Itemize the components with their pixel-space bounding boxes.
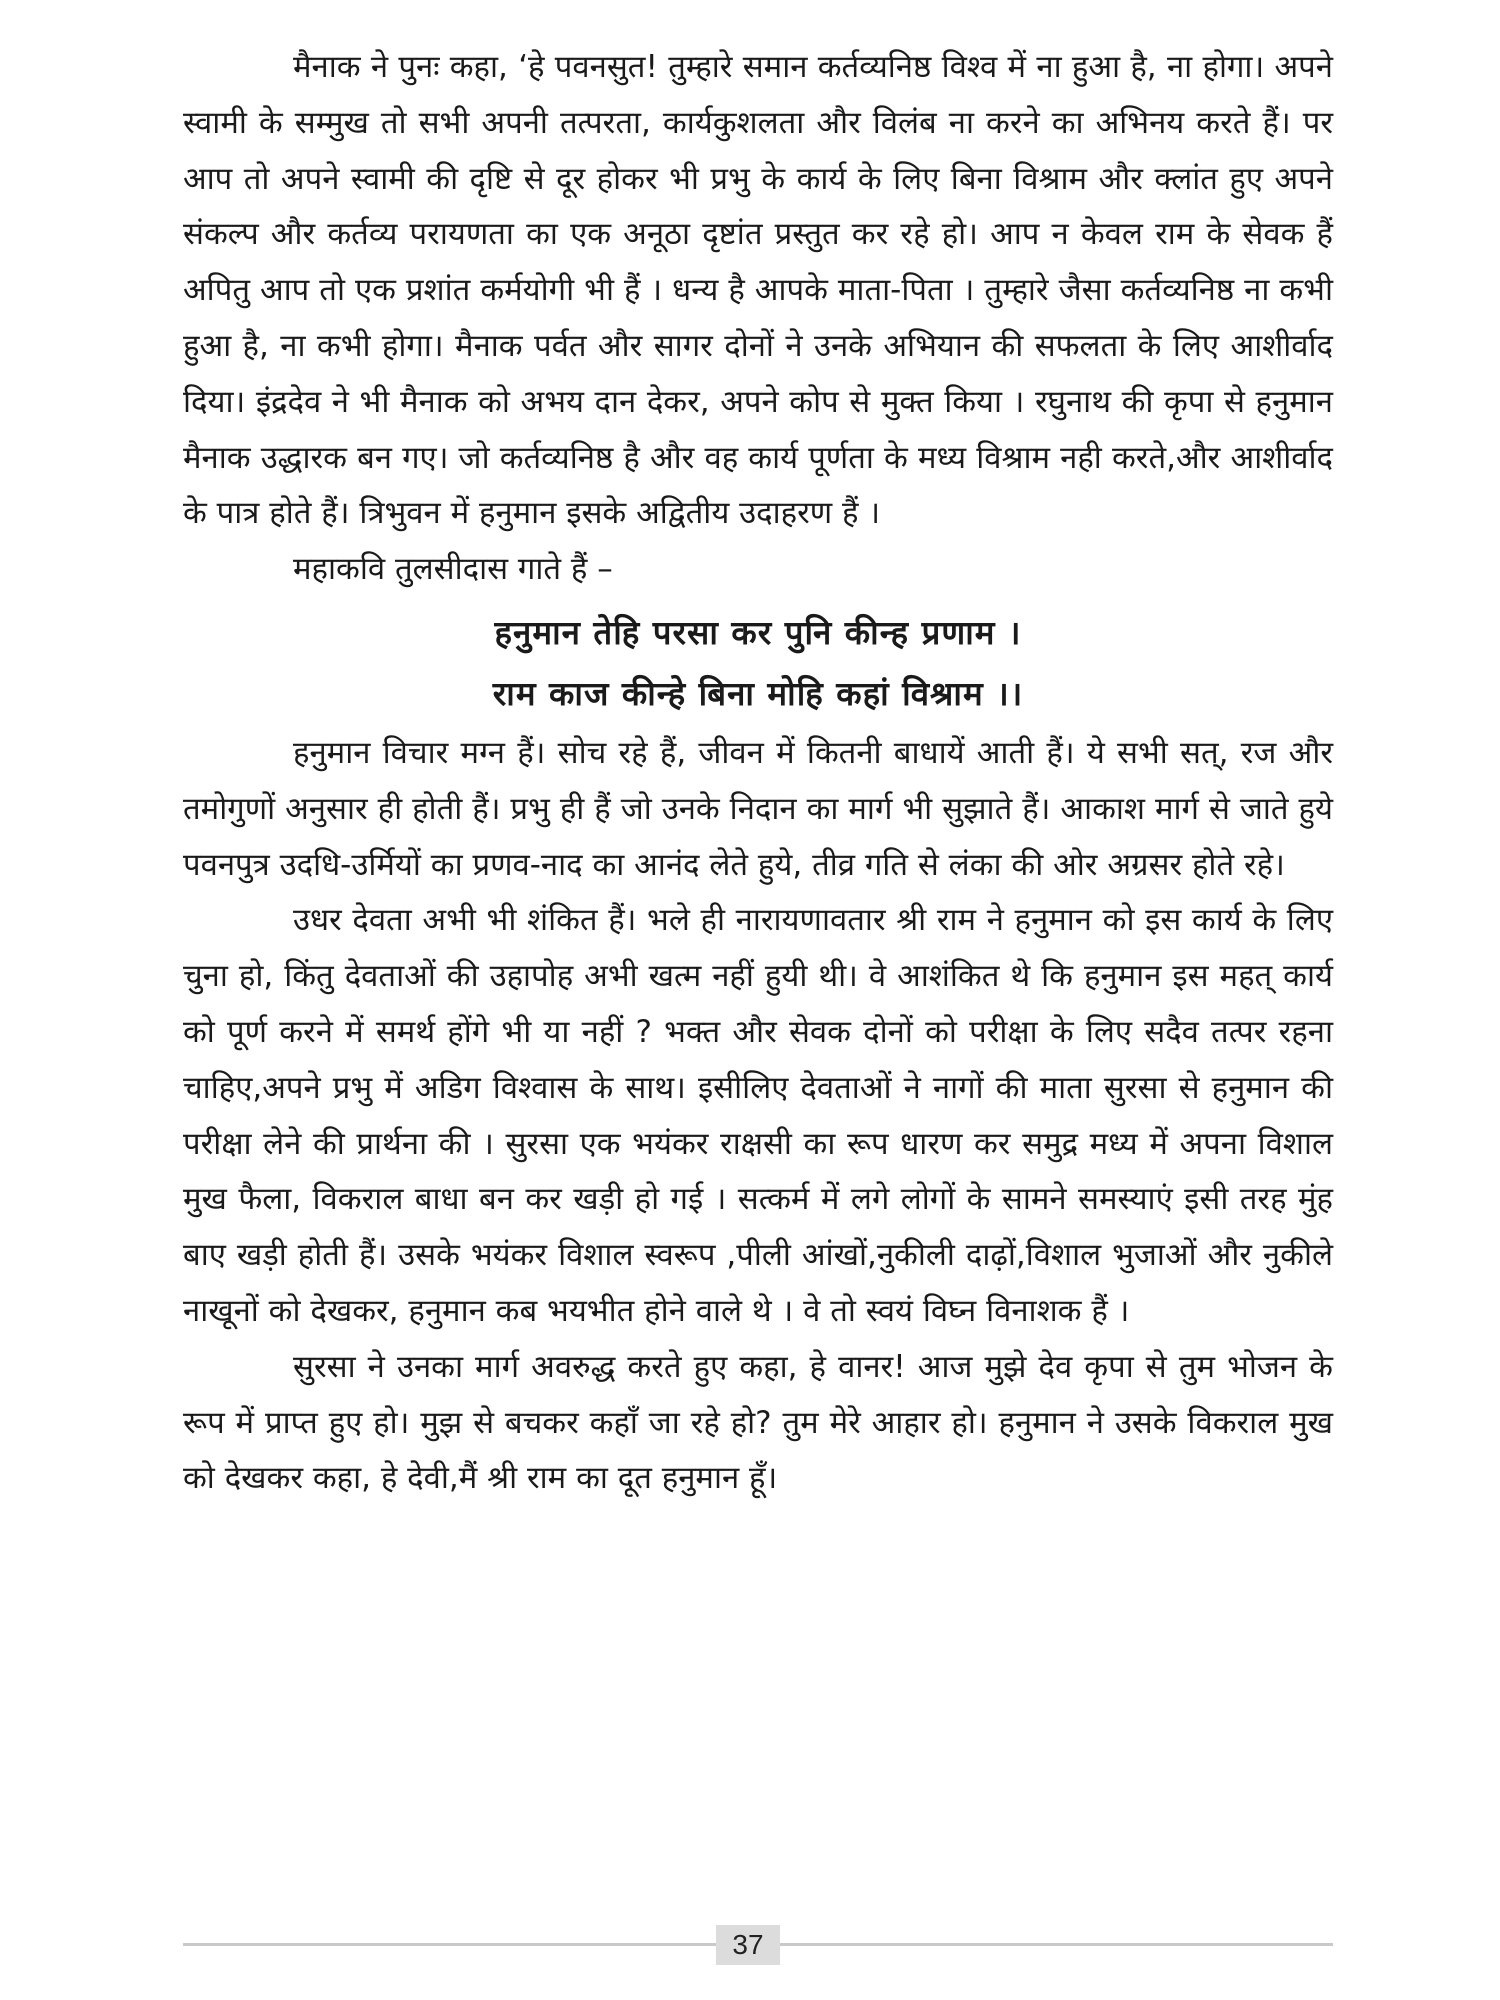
paragraph-surasa-speaks: सुरसा ने उनका मार्ग अवरुद्ध करते हुए कहा, हे वानर! आज मुझे देव कृपा से तुम भोजन के रूप में प्राप्त हुए हो। मुझ से बचकर कहाँ जा रहे हो? तुम मेरे आहार हो। हनुमान ने उसके विकराल मुख को देखकर कहा, हे देवी,मैं श्री राम का दूत हनुमान हूँ। [183, 1348, 1333, 1497]
verse-line-1: हनुमान तेहि परसा कर पुनि कीन्ह प्रणाम । [494, 612, 1022, 652]
paragraph-gods-doubt: उधर देवता अभी भी शंकित हैं। भले ही नारायणावतार श्री राम ने हनुमान को इस कार्य के लिए चुना हो, किंतु देवताओं की उहापोह अभी खत्म नहीं हुयी थी। वे आशंकित थे कि हनुमान इस महत् कार्य को पूर्ण करने में समर्थ होंगे भी या नहीं ? भक्त और सेवक दोनों को परीक्षा के लिए सदैव तत्पर रहना चाहिए,अपने प्रभु में अडिग विश्वास के साथ। इसीलिए देवताओं ने नागों की माता सुरसा से हनुमान की परीक्षा लेने की प्रार्थना की । सुरसा एक भयंकर राक्षसी का रूप धारण कर समुद्र मध्य में अपना विशाल मुख फैला, विकराल बाधा बन कर खड़ी हो गई । सत्कर्म में लगे लोगों के सामने समस्याएं इसी तरह मुंह बाए खड़ी होती हैं। उसके भयंकर विशाल स्वरूप ,पीली आंखों,नुकीली दाढ़ों,विशाल भुजाओं और नुकीले नाखूनों को देखकर, हनुमान कब भयभीत होने वाले थे । वे तो स्वयं विघ्न विनाशक हैं । [183, 902, 1333, 1329]
page-footer [183, 1925, 1333, 1965]
paragraph-hanuman-thoughts: हनुमान विचार मग्न हैं। सोच रहे हैं, जीवन में कितनी बाधायें आती हैं। ये सभी सत्, रज और तमोगुणों अनुसार ही होती हैं। प्रभु ही हैं जो उनके निदान का मार्ग भी सुझाते हैं। आकाश मार्ग से जाते हुये पवनपुत्र उदधि-उर्मियों का प्रणव-नाद का आनंद लेते हुये, तीव्र गति से लंका की ओर अग्रसर होते रहे। [183, 734, 1333, 883]
page-body [183, 40, 1333, 1507]
page-number: 37 [716, 1925, 780, 1965]
verse-introduction: महाकवि तुलसीदास गाते हैं – [293, 551, 613, 588]
verse-line-2: राम काज कीन्हे बिना मोहि कहां विश्राम ।। [492, 673, 1024, 713]
verse-couplet [183, 598, 1333, 726]
paragraph-mainak-praise: मैनाक ने पुनः कहा, ‘हे पवनसुत! तुम्हारे समान कर्तव्यनिष्ठ विश्व में ना हुआ है, ना होगा। अपने स्वामी के सम्मुख तो सभी अपनी तत्परता, कार्यकुशलता और विलंब ना करने का अभिनय करते हैं। पर आप तो अपने स्वामी की दृष्टि से दूर होकर भी प्रभु के कार्य के लिए बिना विश्राम और क्लांत हुए अपने संकल्प और कर्तव्य परायणता का एक अनूठा दृष्टांत प्रस्तुत कर रहे हो। आप न केवल राम के सेवक हैं अपितु आप तो एक प्रशांत कर्मयोगी भी हैं । धन्य है आपके माता-पिता । तुम्हारे जैसा कर्तव्यनिष्ठ ना कभी हुआ है, ना कभी होगा। मैनाक पर्वत और सागर दोनों ने उनके अभियान की सफलता के लिए आशीर्वाद दिया। इंद्रदेव ने भी मैनाक को अभय दान देकर, अपने कोप से मुक्त किया । रघुनाथ की कृपा से हनुमान मैनाक उद्धारक बन गए। जो कर्तव्यनिष्ठ है और वह कार्य पूर्णता के मध्य विश्राम नही करते,और आशीर्वाद के पात्र होते हैं। त्रिभुवन में हनुमान इसके अद्वितीय उदाहरण हैं । [183, 49, 1333, 532]
